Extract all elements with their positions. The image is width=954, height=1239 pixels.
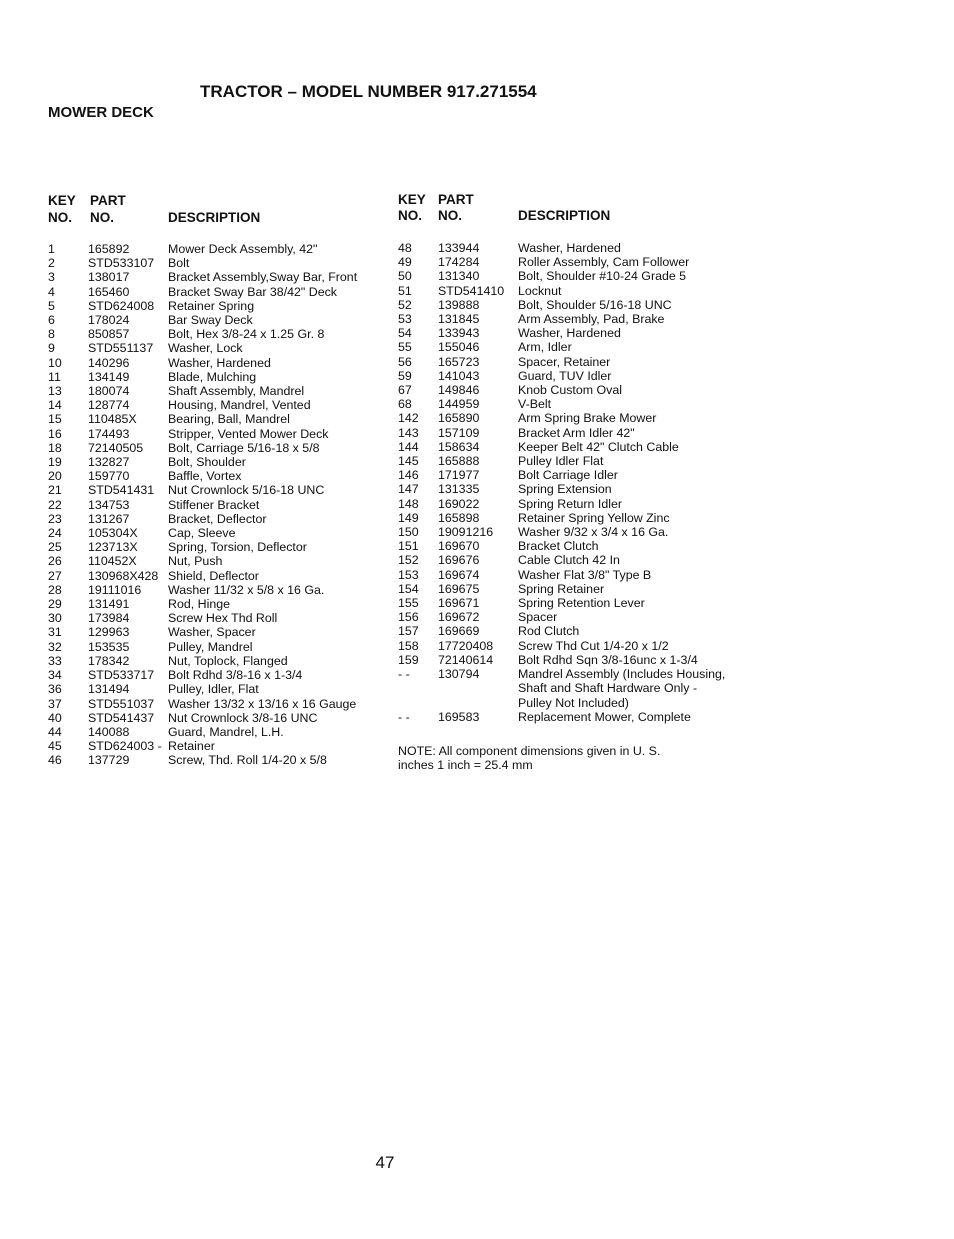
header-key-top: KEY — [398, 192, 426, 207]
part-no: 149846 — [438, 383, 480, 398]
table-row — [398, 639, 728, 653]
part-description: Retainer Spring — [168, 298, 255, 313]
part-no: 141043 — [438, 368, 480, 383]
header-description: DESCRIPTION — [518, 208, 611, 223]
part-no: 137729 — [88, 753, 130, 768]
part-description: Pulley, Idler, Flat — [168, 682, 259, 697]
key-no: 19 — [48, 455, 62, 470]
part-no: 140088 — [88, 724, 130, 739]
part-no: 158634 — [438, 439, 480, 454]
part-description: Spacer, Retainer — [518, 354, 611, 369]
table-row — [398, 426, 728, 440]
key-no: 155 — [398, 596, 419, 611]
table-row — [48, 256, 393, 270]
part-description: Guard, Mandrel, L.H. — [168, 724, 284, 739]
key-no: 145 — [398, 454, 419, 469]
table-row — [48, 540, 393, 554]
part-no: 157109 — [438, 425, 480, 440]
key-no: 146 — [398, 468, 419, 483]
table-row — [48, 569, 393, 583]
key-no: - - — [398, 709, 410, 724]
table-row — [48, 682, 393, 696]
header-key-top: KEY — [48, 193, 76, 208]
part-description: Nut Crownlock 3/8-16 UNC — [168, 710, 318, 725]
part-description: Spring, Torsion, Deflector — [168, 540, 307, 555]
part-description: Pulley Idler Flat — [518, 454, 604, 469]
part-no: 131267 — [88, 511, 130, 526]
table-row — [398, 497, 728, 511]
key-no: 44 — [48, 724, 62, 739]
part-description: Nut, Toplock, Flanged — [168, 653, 288, 668]
part-description: Guard, TUV Idler — [518, 368, 612, 383]
part-description: Bolt — [168, 256, 190, 271]
key-no: 23 — [48, 511, 62, 526]
part-no: 131340 — [438, 269, 480, 284]
part-description: Stiffener Bracket — [168, 497, 260, 512]
header-description: DESCRIPTION — [168, 210, 261, 225]
part-no: 19091216 — [438, 525, 494, 540]
table-row — [48, 370, 393, 384]
table-row — [398, 298, 728, 312]
part-description: Stripper, Vented Mower Deck — [168, 426, 329, 441]
key-no: 29 — [48, 597, 62, 612]
part-description: Washer 9/32 x 3/4 x 16 Ga. — [518, 525, 669, 540]
key-no: 25 — [48, 540, 62, 555]
table-row — [48, 384, 393, 398]
part-description: Roller Assembly, Cam Follower — [518, 255, 690, 270]
key-no: 142 — [398, 411, 419, 426]
key-no: - - — [398, 667, 410, 682]
part-description: Cable Clutch 42 In — [518, 553, 620, 568]
key-no: 18 — [48, 440, 62, 455]
part-description: Retainer — [168, 739, 215, 754]
table-row — [48, 242, 393, 256]
table-row — [398, 539, 728, 553]
key-no: 15 — [48, 412, 62, 427]
part-description: Spring Retainer — [518, 581, 605, 596]
part-no: 131845 — [438, 312, 480, 327]
table-row — [48, 526, 393, 540]
part-description: Washer, Hardened — [518, 326, 621, 341]
key-no: 20 — [48, 469, 62, 484]
parts-list-left — [48, 242, 393, 768]
part-no: 174284 — [438, 255, 480, 270]
part-description: Arm Assembly, Pad, Brake — [518, 312, 665, 327]
table-row — [398, 511, 728, 525]
key-no: 26 — [48, 554, 62, 569]
part-description: Housing, Mandrel, Vented — [168, 398, 311, 413]
key-no: 27 — [48, 568, 62, 583]
key-no: 68 — [398, 397, 412, 412]
part-no: STD624003 - — [88, 739, 162, 754]
table-row — [48, 327, 393, 341]
key-no: 37 — [48, 696, 62, 711]
part-description: Mandrel Assembly (Includes Housing, Shaft and Shaft Hardware Only - Pulley Not Included) — [518, 667, 726, 710]
part-no: STD624008 — [88, 298, 155, 313]
part-no: 133944 — [438, 241, 480, 255]
part-no: 165723 — [438, 354, 480, 369]
table-row — [48, 668, 393, 682]
table-row — [48, 469, 393, 483]
key-no: 45 — [48, 739, 62, 754]
table-row — [48, 285, 393, 299]
part-no: 128774 — [88, 398, 130, 413]
part-no: 174493 — [88, 426, 130, 441]
part-no: 110485X — [88, 412, 137, 427]
key-no: 153 — [398, 567, 419, 582]
key-no: 159 — [398, 652, 419, 667]
part-description: Spring Return Idler — [518, 496, 622, 511]
part-description: Bolt, Hex 3/8-24 x 1.25 Gr. 8 — [168, 327, 325, 342]
part-description: Mower Deck Assembly, 42" — [168, 242, 318, 256]
part-no: 169583 — [438, 709, 480, 724]
table-row — [48, 512, 393, 526]
part-description: Spring Retention Lever — [518, 596, 645, 611]
part-no: 153535 — [88, 639, 130, 654]
key-no: 34 — [48, 668, 62, 683]
key-no: 144 — [398, 439, 419, 454]
table-row — [398, 596, 728, 610]
table-row — [48, 498, 393, 512]
parts-table-right — [398, 193, 728, 773]
part-description: Bracket Clutch — [518, 539, 599, 554]
page-title: TRACTOR – MODEL NUMBER 917.271554 — [200, 82, 537, 101]
table-row — [48, 356, 393, 370]
part-description: Washer, Hardened — [518, 241, 621, 255]
header-key-bottom: NO. — [398, 208, 423, 223]
part-no: 169670 — [438, 539, 480, 554]
part-description: Retainer Spring Yellow Zinc — [518, 510, 670, 525]
key-no: 143 — [398, 425, 419, 440]
part-description: Nut Crownlock 5/16-18 UNC — [168, 483, 325, 498]
part-no: 165890 — [438, 411, 480, 426]
table-row — [48, 554, 393, 568]
key-no: 154 — [398, 581, 419, 596]
part-description: Bracket Sway Bar 38/42" Deck — [168, 284, 337, 299]
table-row — [398, 241, 728, 255]
table-row — [48, 697, 393, 711]
part-description: Washer 11/32 x 5/8 x 16 Ga. — [168, 582, 325, 597]
part-no: 123713X — [88, 540, 138, 555]
key-no: 152 — [398, 553, 419, 568]
part-description: Screw Hex Thd Roll — [168, 611, 278, 626]
part-no: 169675 — [438, 581, 480, 596]
part-description: Washer, Spacer — [168, 625, 256, 640]
part-description: Bolt, Shoulder #10-24 Grade 5 — [518, 269, 687, 284]
part-no: 130794 — [438, 667, 480, 682]
table-row — [48, 583, 393, 597]
table-row — [48, 597, 393, 611]
table-row — [398, 355, 728, 369]
key-no: 50 — [398, 269, 412, 284]
part-no: 165460 — [88, 284, 130, 299]
part-no: 169674 — [438, 567, 480, 582]
part-no: 19111016 — [88, 582, 142, 597]
key-no: 151 — [398, 539, 419, 554]
key-no: 46 — [48, 753, 62, 768]
key-no: 49 — [398, 255, 412, 270]
key-no: 22 — [48, 497, 62, 512]
part-no: 133943 — [438, 326, 480, 341]
key-no: 36 — [48, 682, 62, 697]
key-no: 28 — [48, 582, 62, 597]
key-no: 6 — [48, 313, 55, 328]
table-row — [398, 553, 728, 567]
table-row — [398, 284, 728, 298]
table-row — [398, 326, 728, 340]
key-no: 31 — [48, 625, 62, 640]
table-row — [398, 710, 728, 724]
table-row — [48, 299, 393, 313]
table-row — [48, 625, 393, 639]
key-no: 33 — [48, 653, 62, 668]
key-no: 2 — [48, 256, 55, 271]
key-no: 55 — [398, 340, 412, 355]
part-description: Bolt Rdhd 3/8-16 x 1-3/4 — [168, 668, 303, 683]
part-description: Bolt, Carriage 5/16-18 x 5/8 — [168, 440, 320, 455]
part-no: 178342 — [88, 653, 130, 668]
key-no: 32 — [48, 639, 62, 654]
table-row — [48, 753, 393, 767]
table-row — [398, 667, 728, 710]
table-row — [48, 725, 393, 739]
part-description: V-Belt — [518, 397, 552, 412]
part-no: STD551137 — [88, 341, 154, 356]
part-no: 131494 — [88, 682, 130, 697]
part-description: Spacer — [518, 610, 558, 625]
part-description: Washer, Lock — [168, 341, 243, 356]
part-description: Washer Flat 3/8" Type B — [518, 567, 652, 582]
key-no: 59 — [398, 368, 412, 383]
part-description: Blade, Mulching — [168, 369, 257, 384]
table-row — [48, 654, 393, 668]
key-no: 1 — [48, 242, 55, 256]
key-no: 157 — [398, 624, 419, 639]
part-description: Bolt, Shoulder — [168, 455, 246, 470]
part-description: Baffle, Vortex — [168, 469, 242, 484]
table-row — [48, 640, 393, 654]
key-no: 4 — [48, 284, 55, 299]
table-row — [48, 441, 393, 455]
part-no: 138017 — [88, 270, 130, 285]
part-description: Bracket Arm Idler 42" — [518, 425, 635, 440]
key-no: 150 — [398, 525, 419, 540]
key-no: 56 — [398, 354, 412, 369]
part-description: Bracket, Deflector — [168, 511, 267, 526]
part-no: 134149 — [88, 369, 130, 384]
key-no: 51 — [398, 283, 412, 298]
key-no: 21 — [48, 483, 62, 498]
section-title: MOWER DECK — [48, 104, 154, 121]
key-no: 54 — [398, 326, 412, 341]
part-no: 130968X428 — [88, 568, 159, 583]
part-no: 144959 — [438, 397, 480, 412]
part-description: Arm, Idler — [518, 340, 572, 355]
key-no: 148 — [398, 496, 419, 511]
table-row — [398, 269, 728, 283]
key-no: 16 — [48, 426, 62, 441]
table-row — [48, 270, 393, 284]
part-description: Bolt Carriage Idler — [518, 468, 618, 483]
part-no: 140296 — [88, 355, 130, 370]
table-row — [398, 525, 728, 539]
part-no: 169672 — [438, 610, 480, 625]
part-no: 17720408 — [438, 638, 494, 653]
table-row — [48, 427, 393, 441]
key-no: 11 — [48, 369, 61, 384]
key-no: 149 — [398, 510, 419, 525]
part-no: 165898 — [438, 510, 480, 525]
part-no: 72140614 — [438, 652, 494, 667]
key-no: 156 — [398, 610, 419, 625]
part-no: 171977 — [438, 468, 480, 483]
part-no: STD541431 — [88, 483, 155, 498]
part-description: Bracket Assembly,Sway Bar, Front — [168, 270, 358, 285]
header-part-top: PART — [90, 193, 126, 208]
page-number: 47 — [375, 1153, 395, 1172]
table-row — [398, 610, 728, 624]
parts-table-left — [48, 194, 393, 768]
table-row — [48, 739, 393, 753]
table-row — [398, 653, 728, 667]
table-row — [398, 568, 728, 582]
part-no: 105304X — [88, 526, 138, 541]
part-description: Pulley, Mandrel — [168, 639, 253, 654]
part-no: 159770 — [88, 469, 130, 484]
key-no: 3 — [48, 270, 55, 285]
part-description: Shaft Assembly, Mandrel — [168, 384, 305, 399]
part-no: 178024 — [88, 313, 130, 328]
part-description: Bar Sway Deck — [168, 313, 253, 328]
table-row — [398, 397, 728, 411]
dimension-note: NOTE: All component dimensions given in U. S. inches 1 inch = 25.4 mm — [398, 743, 661, 773]
part-no: 169669 — [438, 624, 480, 639]
part-description: Washer 13/32 x 13/16 x 16 Gauge — [168, 696, 357, 711]
part-description: Bearing, Ball, Mandrel — [168, 412, 290, 427]
header-part-bottom: NO. — [438, 208, 463, 223]
part-description: Rod, Hinge — [168, 597, 230, 612]
part-no: 134753 — [88, 497, 130, 512]
table-row — [48, 341, 393, 355]
part-no: 129963 — [88, 625, 130, 640]
part-no: 72140505 — [88, 440, 144, 455]
key-no: 48 — [398, 241, 412, 255]
part-no: STD533107 — [88, 256, 155, 271]
part-description: Keeper Belt 42" Clutch Cable — [518, 439, 679, 454]
header-key-bottom: NO. — [48, 210, 73, 225]
part-no: 173984 — [88, 611, 130, 626]
part-description: Rod Clutch — [518, 624, 580, 639]
part-no: STD551037 — [88, 696, 155, 711]
table-row — [48, 483, 393, 497]
part-description: Shield, Deflector — [168, 568, 259, 583]
table-header-left — [48, 194, 393, 242]
part-description: Bolt, Shoulder 5/16-18 UNC — [518, 297, 672, 312]
table-row — [398, 369, 728, 383]
part-no: 180074 — [88, 384, 130, 399]
table-row — [398, 383, 728, 397]
table-row — [48, 611, 393, 625]
table-row — [398, 340, 728, 354]
table-row — [48, 313, 393, 327]
key-no: 13 — [48, 384, 62, 399]
table-row — [398, 255, 728, 269]
part-no: 169022 — [438, 496, 480, 511]
part-description: Locknut — [518, 283, 562, 298]
table-row — [398, 582, 728, 596]
part-description: Nut, Push — [168, 554, 223, 569]
header-part-bottom: NO. — [90, 210, 115, 225]
table-header-right — [398, 193, 728, 241]
table-row — [48, 711, 393, 725]
part-description: Knob Custom Oval — [518, 383, 622, 398]
table-row — [398, 624, 728, 638]
part-no: 132827 — [88, 455, 130, 470]
key-no: 147 — [398, 482, 419, 497]
part-description: Washer, Hardened — [168, 355, 271, 370]
key-no: 24 — [48, 526, 62, 541]
key-no: 10 — [48, 355, 62, 370]
table-row — [48, 412, 393, 426]
table-row — [398, 312, 728, 326]
table-row — [398, 411, 728, 425]
key-no: 67 — [398, 383, 412, 398]
table-row — [398, 454, 728, 468]
part-no: STD541410 — [438, 283, 505, 298]
table-row — [398, 440, 728, 454]
part-no: 165888 — [438, 454, 480, 469]
part-description: Spring Extension — [518, 482, 612, 497]
part-no: 165892 — [88, 242, 130, 256]
part-description: Screw Thd Cut 1/4-20 x 1/2 — [518, 638, 669, 653]
key-no: 53 — [398, 312, 412, 327]
part-description: Screw, Thd. Roll 1/4-20 x 5/8 — [168, 753, 327, 768]
key-no: 14 — [48, 398, 62, 413]
part-no: 155046 — [438, 340, 480, 355]
part-no: STD541437 — [88, 710, 155, 725]
key-no: 158 — [398, 638, 419, 653]
header-part-top: PART — [438, 192, 474, 207]
key-no: 9 — [48, 341, 55, 356]
key-no: 8 — [48, 327, 55, 342]
part-description: Bolt Rdhd Sqn 3/8-16unc x 1-3/4 — [518, 652, 698, 667]
part-description: Replacement Mower, Complete — [518, 709, 691, 724]
table-row — [48, 455, 393, 469]
key-no: 30 — [48, 611, 62, 626]
table-row — [398, 468, 728, 482]
key-no: 5 — [48, 298, 55, 313]
table-row — [48, 398, 393, 412]
part-no: 131335 — [438, 482, 480, 497]
part-no: 139888 — [438, 297, 480, 312]
part-no: 169676 — [438, 553, 480, 568]
table-row — [398, 482, 728, 496]
part-no: 169671 — [438, 596, 480, 611]
part-description: Cap, Sleeve — [168, 526, 236, 541]
key-no: 40 — [48, 710, 62, 725]
part-no: 850857 — [88, 327, 130, 342]
parts-list-right — [398, 241, 728, 724]
key-no: 52 — [398, 297, 412, 312]
part-no: STD533717 — [88, 668, 155, 683]
part-no: 110452X — [88, 554, 137, 569]
part-no: 131491 — [88, 597, 130, 612]
part-description: Arm Spring Brake Mower — [518, 411, 657, 426]
